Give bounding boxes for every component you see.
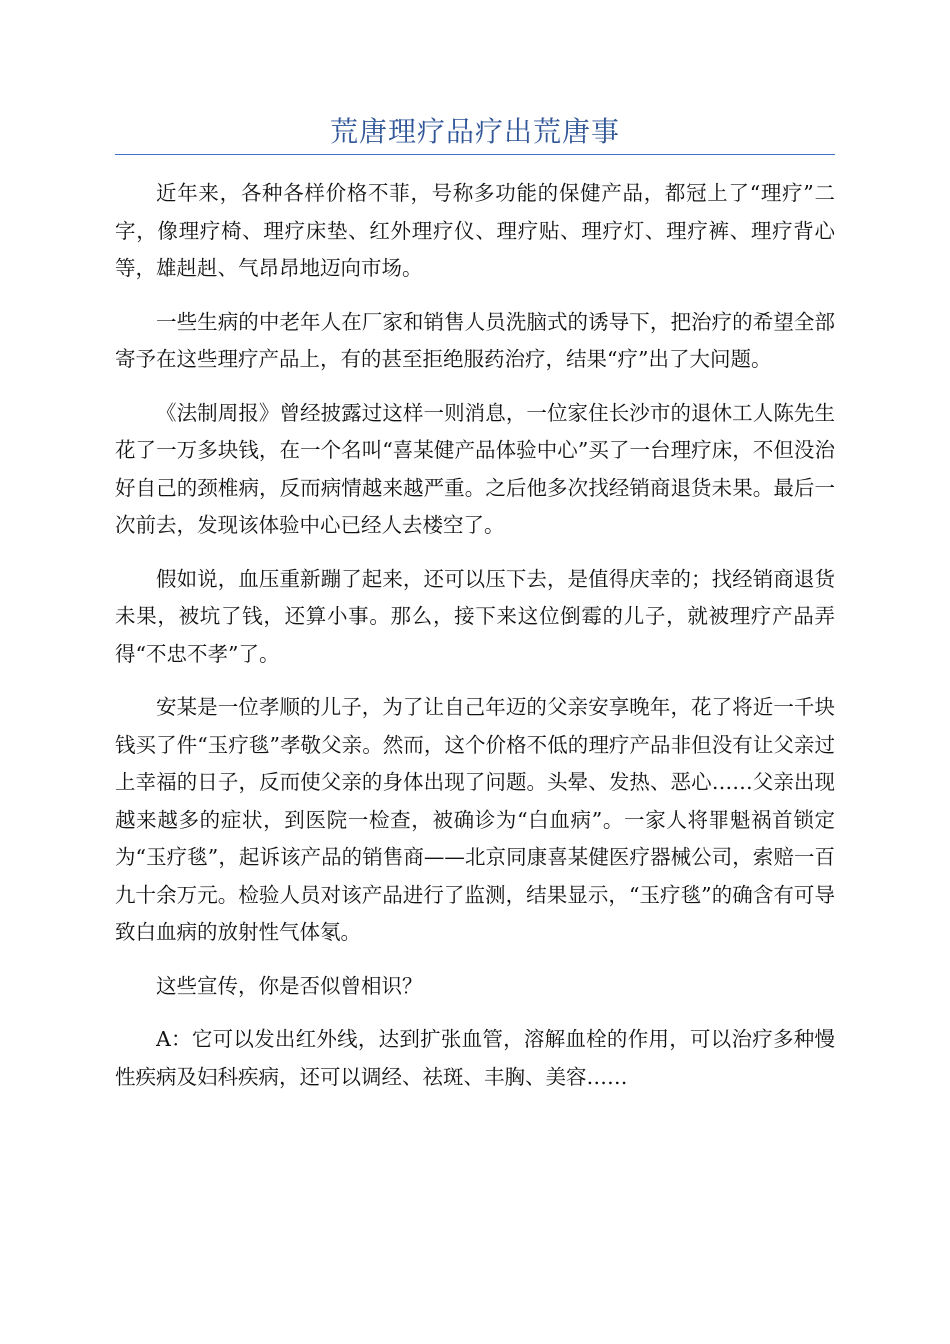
document-title: 荒唐理疗品疗出荒唐事 [329, 115, 620, 148]
paragraph: 《法制周报》曾经披露过这样一则消息，一位家住长沙市的退休工人陈先生花了一万多块钱，在一个名叫“喜某健产品体验中心”买了一台理疗床，不但没治好自己的颈椎病，反而病情越来越严重。之后他多次找经销商退货未果。最后一次前去，发现该体验中心已经人去楼空了。 [115, 400, 835, 537]
paragraph: 一些生病的中老年人在厂家和销售人员洗脑式的诱导下，把治疗的希望全部寄予在这些理疗产品上，有的甚至拒绝服药治疗，结果“疗”出了大问题。 [115, 309, 835, 371]
document-body [115, 175, 835, 1112]
title-underline [115, 154, 835, 155]
paragraph: 安某是一位孝顺的儿子，为了让自己年迈的父亲安享晚年，花了将近一千块钱买了件“玉疗毯”孝敬父亲。然而，这个价格不低的理疗产品非但没有让父亲过上幸福的日子，反而使父亲的身体出现了问题。头晕、发热、恶心……父亲出现越来越多的症状，到医院一检查，被确诊为“白血病”。一家人将罪魁祸首锁定为“玉疗毯”，起诉该产品的销售商——北京同康喜某健医疗器械公司，索赔一百九十余万元。检验人员对该产品进行了监测，结果显示，“玉疗毯”的确含有可导致白血病的放射性气体氡。 [115, 695, 835, 944]
paragraph: 假如说，血压重新蹦了起来，还可以压下去，是值得庆幸的；找经销商退货未果，被坑了钱，还算小事。那么，接下来这位倒霉的儿子，就被理疗产品弄得“不忠不孝”了。 [115, 566, 835, 666]
paragraph: A：它可以发出红外线，达到扩张血管，溶解血栓的作用，可以治疗多种慢性疾病及妇科疾病，还可以调经、祛斑、丰胸、美容…… [115, 1027, 835, 1089]
paragraph: 近年来，各种各样价格不菲，号称多功能的保健产品，都冠上了“理疗”二字，像理疗椅、理疗床垫、红外理疗仪、理疗贴、理疗灯、理疗裤、理疗背心等，雄赳赳、气昂昂地迈向市场。 [115, 181, 835, 280]
paragraph: 这些宣传，你是否似曾相识？ [156, 973, 423, 998]
